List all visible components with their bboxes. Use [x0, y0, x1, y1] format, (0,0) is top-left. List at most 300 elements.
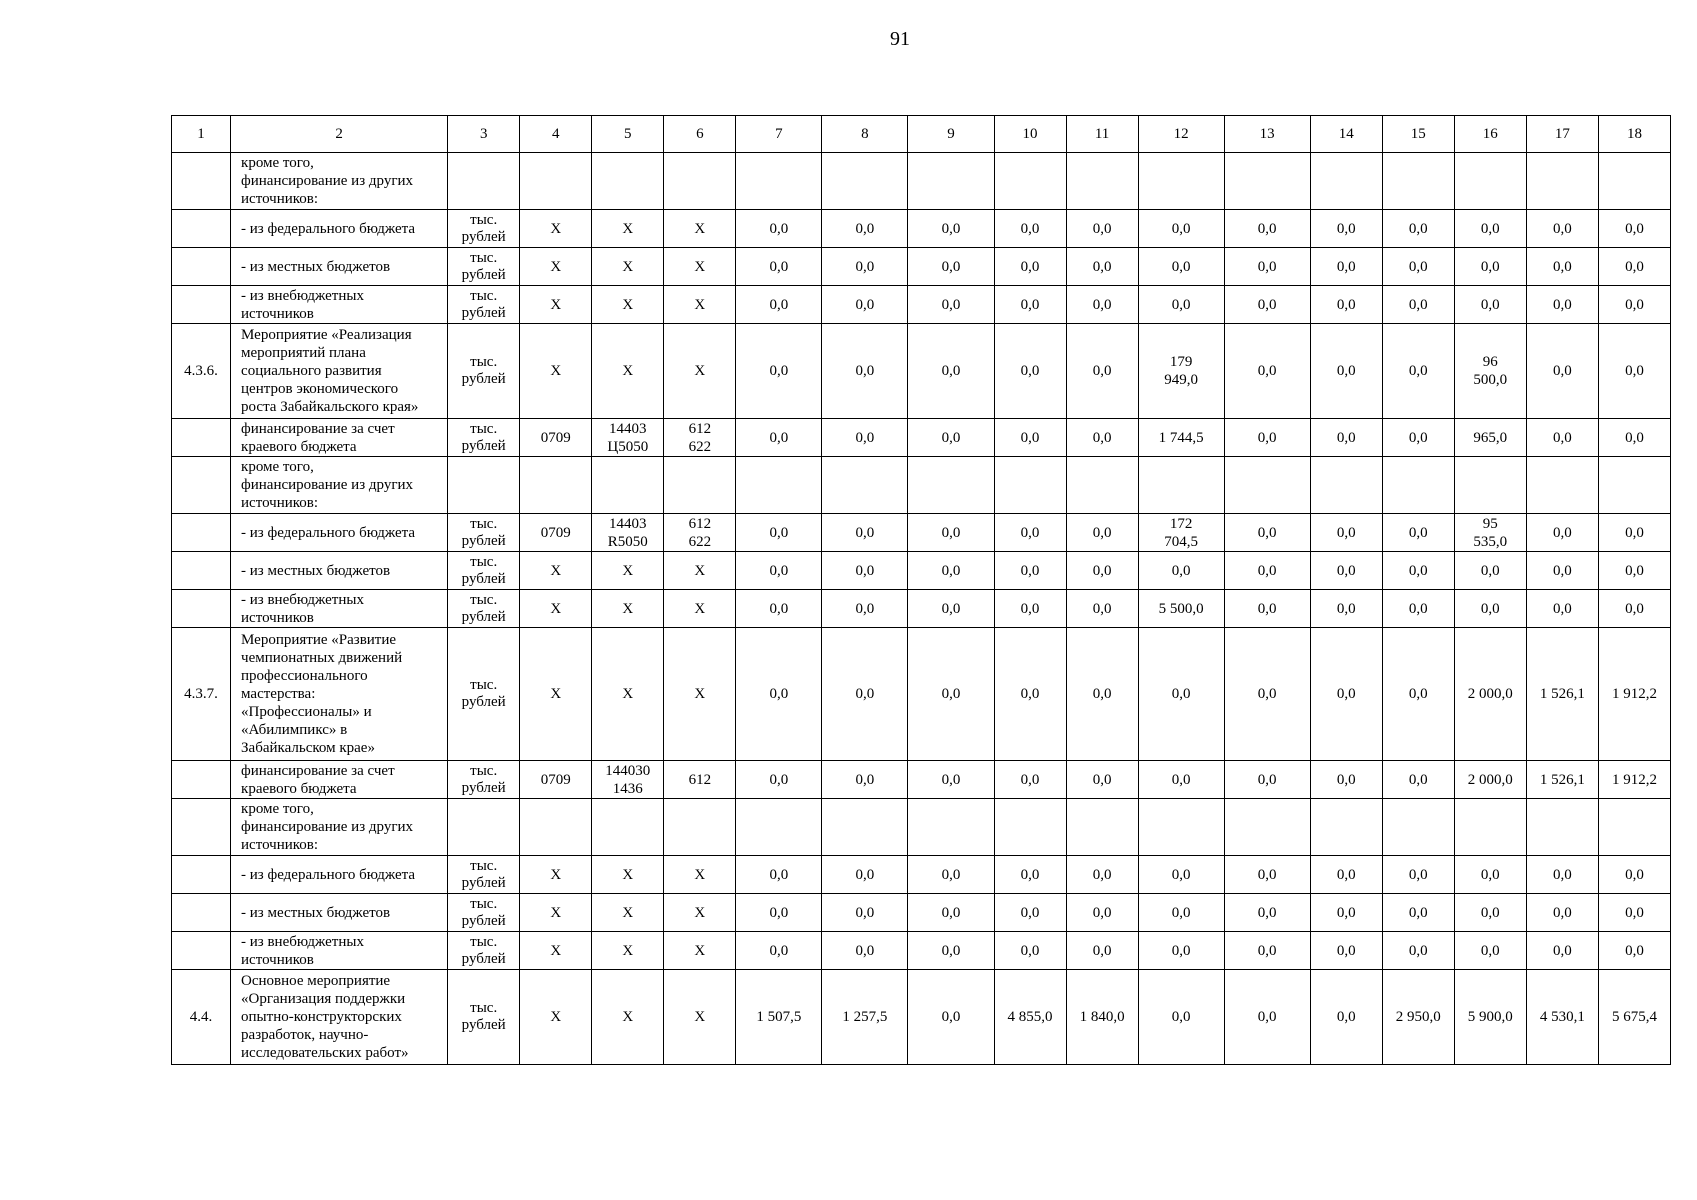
- table-cell: 0,0: [1138, 248, 1224, 286]
- table-cell: 0,0: [1066, 761, 1138, 799]
- table-cell: 0,0: [1224, 286, 1310, 324]
- table-cell: 0,0: [736, 628, 822, 761]
- table-cell: [520, 457, 592, 514]
- table-cell: 0,0: [1224, 856, 1310, 894]
- table-cell: 14403 R5050: [592, 514, 664, 552]
- table-cell: [1138, 799, 1224, 856]
- table-row: [172, 457, 1671, 514]
- table-cell: [172, 761, 231, 799]
- table-cell: 0,0: [1066, 552, 1138, 590]
- table-row: [172, 248, 1671, 286]
- table-cell: 0,0: [1066, 419, 1138, 457]
- table-cell: тыс. рублей: [448, 324, 520, 419]
- table-cell: [1382, 153, 1454, 210]
- table-cell: 1 912,2: [1598, 628, 1670, 761]
- table-cell: Мероприятие «Реализация мероприятий плана социального развития центров экономического роста Забайкальского края»: [231, 324, 448, 419]
- table-cell: [664, 153, 736, 210]
- table-cell: 0,0: [908, 210, 994, 248]
- table-cell: Х: [520, 248, 592, 286]
- table-cell: [822, 153, 908, 210]
- table-cell: [592, 457, 664, 514]
- table-cell: 4.3.6.: [172, 324, 231, 419]
- table-cell: 0,0: [994, 552, 1066, 590]
- table-cell: [994, 153, 1066, 210]
- table-cell: [1066, 153, 1138, 210]
- table-cell: 0,0: [1382, 286, 1454, 324]
- table-cell: 0,0: [1526, 552, 1598, 590]
- table-cell: 4 530,1: [1526, 970, 1598, 1065]
- table-cell: 0709: [520, 761, 592, 799]
- table-cell: 0,0: [1224, 590, 1310, 628]
- table-cell: 0,0: [1382, 761, 1454, 799]
- table-cell: 0,0: [1454, 590, 1526, 628]
- table-cell: 0,0: [1066, 514, 1138, 552]
- table-cell: Х: [664, 248, 736, 286]
- table-row: [172, 932, 1671, 970]
- table-cell: Х: [592, 552, 664, 590]
- table-cell: 1 744,5: [1138, 419, 1224, 457]
- table-cell: [822, 799, 908, 856]
- table-cell: [172, 590, 231, 628]
- table-cell: 612: [664, 761, 736, 799]
- table-cell: 0,0: [908, 628, 994, 761]
- table-cell: 0,0: [1598, 324, 1670, 419]
- table-cell: 0,0: [1454, 552, 1526, 590]
- table-cell: 0,0: [994, 286, 1066, 324]
- table-cell: 2 000,0: [1454, 628, 1526, 761]
- table-cell: Х: [592, 210, 664, 248]
- table-cell: 0,0: [822, 761, 908, 799]
- table-cell: 0,0: [1598, 419, 1670, 457]
- table-cell: 0,0: [1310, 552, 1382, 590]
- table-cell: [664, 457, 736, 514]
- table-cell: 0,0: [736, 856, 822, 894]
- table-cell: [172, 932, 231, 970]
- table-cell: 0,0: [1066, 324, 1138, 419]
- table-cell: [1454, 153, 1526, 210]
- table-cell: [1138, 153, 1224, 210]
- table-cell: 4.4.: [172, 970, 231, 1065]
- table-cell: 0,0: [1526, 856, 1598, 894]
- table-cell: [664, 799, 736, 856]
- page-number: 91: [890, 28, 910, 50]
- table-cell: [1526, 457, 1598, 514]
- table-cell: 0,0: [1310, 590, 1382, 628]
- table-cell: Х: [664, 894, 736, 932]
- budget-table: [171, 115, 1671, 1065]
- table-cell: [172, 457, 231, 514]
- table-cell: 0,0: [1138, 210, 1224, 248]
- table-cell: 0,0: [1598, 552, 1670, 590]
- column-header: 14: [1310, 116, 1382, 153]
- table-cell: Х: [664, 856, 736, 894]
- table-cell: [736, 153, 822, 210]
- table-cell: 0,0: [1138, 286, 1224, 324]
- table-cell: тыс. рублей: [448, 932, 520, 970]
- table-cell: 0,0: [1224, 894, 1310, 932]
- table-cell: 612 622: [664, 419, 736, 457]
- table-cell: 0,0: [994, 894, 1066, 932]
- table-cell: [592, 153, 664, 210]
- table-cell: Х: [592, 324, 664, 419]
- table-cell: тыс. рублей: [448, 514, 520, 552]
- table-cell: 0,0: [1310, 324, 1382, 419]
- table-cell: [592, 799, 664, 856]
- table-cell: Мероприятие «Развитие чемпионатных движений профессионального мастерства: «Профессионалы» и «Абилимпикс» в Забайкальском крае»: [231, 628, 448, 761]
- table-cell: 0,0: [1454, 210, 1526, 248]
- table-cell: 0,0: [1310, 286, 1382, 324]
- table-cell: 0,0: [1224, 419, 1310, 457]
- table-cell: 0,0: [1526, 419, 1598, 457]
- table-cell: Основное мероприятие «Организация поддержки опытно-конструкторских разработок, научно- исследовательских работ»: [231, 970, 448, 1065]
- table-row: [172, 552, 1671, 590]
- table-cell: 0,0: [1224, 932, 1310, 970]
- table-cell: 0,0: [1382, 552, 1454, 590]
- table-cell: 0,0: [1224, 970, 1310, 1065]
- table-cell: тыс. рублей: [448, 761, 520, 799]
- table-cell: 612 622: [664, 514, 736, 552]
- table-cell: - из местных бюджетов: [231, 248, 448, 286]
- table-cell: 0,0: [1138, 894, 1224, 932]
- table-row: [172, 894, 1671, 932]
- table-cell: 0,0: [908, 761, 994, 799]
- table-cell: [994, 457, 1066, 514]
- table-cell: 0,0: [908, 894, 994, 932]
- table-cell: - из внебюджетных источников: [231, 286, 448, 324]
- table-cell: 0,0: [1454, 932, 1526, 970]
- table-cell: [172, 552, 231, 590]
- table-cell: [448, 153, 520, 210]
- table-cell: Х: [664, 324, 736, 419]
- table-cell: - из местных бюджетов: [231, 894, 448, 932]
- table-cell: 0,0: [1382, 210, 1454, 248]
- table-cell: - из федерального бюджета: [231, 856, 448, 894]
- table-cell: тыс. рублей: [448, 894, 520, 932]
- table-cell: 0,0: [1310, 856, 1382, 894]
- table-cell: Х: [520, 552, 592, 590]
- table-cell: 5 675,4: [1598, 970, 1670, 1065]
- column-header: 6: [664, 116, 736, 153]
- table-cell: 0,0: [736, 286, 822, 324]
- table-cell: 2 950,0: [1382, 970, 1454, 1065]
- column-header: 7: [736, 116, 822, 153]
- table-cell: Х: [592, 286, 664, 324]
- table-cell: 0,0: [1526, 932, 1598, 970]
- table-cell: [1310, 153, 1382, 210]
- table-cell: 0,0: [1454, 856, 1526, 894]
- table-cell: [520, 153, 592, 210]
- table-cell: [172, 514, 231, 552]
- table-cell: 0,0: [1138, 552, 1224, 590]
- table-cell: Х: [520, 894, 592, 932]
- table-cell: 0,0: [1526, 514, 1598, 552]
- table-cell: 0,0: [1310, 210, 1382, 248]
- column-header: 15: [1382, 116, 1454, 153]
- table-cell: 0,0: [908, 286, 994, 324]
- table-body: [172, 116, 1671, 1065]
- table-cell: 0,0: [994, 210, 1066, 248]
- table-cell: 0,0: [1224, 761, 1310, 799]
- table-cell: 0,0: [822, 552, 908, 590]
- column-header: 17: [1526, 116, 1598, 153]
- table-cell: 14403 Ц5050: [592, 419, 664, 457]
- table-cell: [1382, 457, 1454, 514]
- table-cell: 0,0: [822, 894, 908, 932]
- table-cell: [172, 153, 231, 210]
- table-cell: 0,0: [822, 286, 908, 324]
- table-cell: 0,0: [1382, 856, 1454, 894]
- table-cell: 1 257,5: [822, 970, 908, 1065]
- table-cell: [172, 286, 231, 324]
- table-cell: 0,0: [1224, 324, 1310, 419]
- table-cell: 0,0: [908, 970, 994, 1065]
- table-cell: 0,0: [1382, 324, 1454, 419]
- table-cell: Х: [520, 286, 592, 324]
- table-cell: 0,0: [736, 419, 822, 457]
- table-cell: 0,0: [1382, 248, 1454, 286]
- table-cell: Х: [520, 856, 592, 894]
- table-cell: 5 500,0: [1138, 590, 1224, 628]
- table-cell: 0,0: [1454, 248, 1526, 286]
- table-cell: 0,0: [1598, 286, 1670, 324]
- table-cell: 0,0: [822, 590, 908, 628]
- table-cell: 5 900,0: [1454, 970, 1526, 1065]
- table-cell: 0,0: [1138, 628, 1224, 761]
- table-cell: 0,0: [1598, 894, 1670, 932]
- table-cell: тыс. рублей: [448, 210, 520, 248]
- table-cell: 0,0: [1310, 932, 1382, 970]
- table-cell: 0,0: [994, 248, 1066, 286]
- table-cell: 0,0: [1598, 856, 1670, 894]
- table-cell: тыс. рублей: [448, 856, 520, 894]
- table-cell: [1526, 799, 1598, 856]
- table-cell: 0,0: [994, 590, 1066, 628]
- table-cell: 0,0: [1382, 894, 1454, 932]
- table-cell: 1 526,1: [1526, 761, 1598, 799]
- table-cell: 0,0: [1224, 628, 1310, 761]
- table-cell: [448, 457, 520, 514]
- table-cell: [172, 799, 231, 856]
- table-cell: 0,0: [1598, 932, 1670, 970]
- table-cell: [1224, 153, 1310, 210]
- table-cell: 0,0: [1066, 856, 1138, 894]
- column-header: 13: [1224, 116, 1310, 153]
- column-header: 4: [520, 116, 592, 153]
- table-cell: - из внебюджетных источников: [231, 590, 448, 628]
- table-cell: Х: [520, 628, 592, 761]
- table-cell: 0,0: [994, 324, 1066, 419]
- table-cell: [1598, 153, 1670, 210]
- table-cell: 0,0: [908, 419, 994, 457]
- column-header: 8: [822, 116, 908, 153]
- table-cell: 0,0: [1138, 856, 1224, 894]
- table-cell: Х: [664, 932, 736, 970]
- table-cell: тыс. рублей: [448, 419, 520, 457]
- table-cell: 0,0: [1382, 419, 1454, 457]
- table-cell: 0,0: [1224, 552, 1310, 590]
- table-cell: [1310, 457, 1382, 514]
- table-cell: кроме того, финансирование из других источников:: [231, 153, 448, 210]
- table-cell: 0,0: [822, 514, 908, 552]
- table-cell: 0,0: [1526, 324, 1598, 419]
- table-row: [172, 761, 1671, 799]
- table-cell: кроме того, финансирование из других источников:: [231, 799, 448, 856]
- table-cell: 0,0: [736, 932, 822, 970]
- table-cell: 0,0: [908, 552, 994, 590]
- table-cell: - из местных бюджетов: [231, 552, 448, 590]
- table-cell: 0,0: [1066, 932, 1138, 970]
- table-cell: [448, 799, 520, 856]
- table-cell: 0,0: [1526, 248, 1598, 286]
- table-cell: тыс. рублей: [448, 590, 520, 628]
- header-row: [172, 116, 1671, 153]
- table-cell: Х: [592, 590, 664, 628]
- table-cell: 0,0: [1066, 286, 1138, 324]
- table-cell: Х: [664, 970, 736, 1065]
- table-cell: 0,0: [908, 514, 994, 552]
- table-cell: 965,0: [1454, 419, 1526, 457]
- table-row: [172, 628, 1671, 761]
- table-cell: 0,0: [994, 419, 1066, 457]
- table-cell: - из федерального бюджета: [231, 514, 448, 552]
- table-row: [172, 210, 1671, 248]
- table-cell: 0,0: [736, 552, 822, 590]
- table-cell: Х: [592, 248, 664, 286]
- table-cell: 179 949,0: [1138, 324, 1224, 419]
- table-cell: 0,0: [822, 628, 908, 761]
- table-cell: Х: [520, 970, 592, 1065]
- table-cell: 0,0: [1382, 932, 1454, 970]
- table-cell: Х: [664, 286, 736, 324]
- table-cell: 0,0: [908, 590, 994, 628]
- table-cell: [520, 799, 592, 856]
- table-cell: финансирование за счет краевого бюджета: [231, 419, 448, 457]
- table-cell: 0,0: [908, 324, 994, 419]
- column-header: 12: [1138, 116, 1224, 153]
- table-cell: [172, 210, 231, 248]
- table-cell: 0,0: [1310, 514, 1382, 552]
- table-cell: Х: [520, 932, 592, 970]
- table-cell: [172, 419, 231, 457]
- column-header: 10: [994, 116, 1066, 153]
- table-row: [172, 514, 1671, 552]
- table-cell: Х: [592, 932, 664, 970]
- table-cell: 0,0: [1310, 970, 1382, 1065]
- table-cell: Х: [664, 628, 736, 761]
- table-cell: [1224, 457, 1310, 514]
- table-cell: 0,0: [1310, 628, 1382, 761]
- table-cell: 0,0: [1310, 894, 1382, 932]
- table-cell: [1310, 799, 1382, 856]
- table-cell: 0,0: [1454, 286, 1526, 324]
- table-cell: [172, 894, 231, 932]
- table-cell: 0,0: [908, 932, 994, 970]
- table-cell: [994, 799, 1066, 856]
- table-row: [172, 590, 1671, 628]
- table-cell: 0,0: [1310, 761, 1382, 799]
- column-header: 5: [592, 116, 664, 153]
- table-cell: 0,0: [822, 856, 908, 894]
- table-cell: 2 000,0: [1454, 761, 1526, 799]
- table-cell: 0,0: [1454, 894, 1526, 932]
- table-row: [172, 799, 1671, 856]
- table-cell: 0,0: [736, 761, 822, 799]
- table-cell: 0,0: [736, 894, 822, 932]
- table-cell: 0,0: [1138, 761, 1224, 799]
- table-cell: [1066, 457, 1138, 514]
- table-cell: 4 855,0: [994, 970, 1066, 1065]
- table-cell: [822, 457, 908, 514]
- table-cell: тыс. рублей: [448, 286, 520, 324]
- table-cell: 0709: [520, 419, 592, 457]
- table-cell: 4.3.7.: [172, 628, 231, 761]
- table-cell: 0,0: [1066, 590, 1138, 628]
- table-row: [172, 856, 1671, 894]
- table-cell: [1598, 799, 1670, 856]
- table-cell: 0,0: [736, 590, 822, 628]
- table-cell: [1454, 799, 1526, 856]
- column-header: 3: [448, 116, 520, 153]
- table-cell: 0,0: [994, 628, 1066, 761]
- table-cell: 0,0: [1598, 248, 1670, 286]
- column-header: 1: [172, 116, 231, 153]
- table-cell: 0,0: [822, 248, 908, 286]
- table-cell: 0,0: [1526, 286, 1598, 324]
- table-cell: Х: [592, 856, 664, 894]
- table-cell: 172 704,5: [1138, 514, 1224, 552]
- table-cell: Х: [520, 210, 592, 248]
- table-cell: тыс. рублей: [448, 970, 520, 1065]
- column-header: 16: [1454, 116, 1526, 153]
- table-cell: 0,0: [1598, 210, 1670, 248]
- table-cell: Х: [664, 552, 736, 590]
- column-header: 11: [1066, 116, 1138, 153]
- table-row: [172, 419, 1671, 457]
- table-cell: 0709: [520, 514, 592, 552]
- table-cell: 0,0: [1526, 894, 1598, 932]
- table-cell: 1 507,5: [736, 970, 822, 1065]
- table-cell: 0,0: [1224, 248, 1310, 286]
- table-cell: Х: [520, 590, 592, 628]
- table-row: [172, 970, 1671, 1065]
- table-cell: Х: [592, 970, 664, 1065]
- table-cell: [1526, 153, 1598, 210]
- table-cell: 0,0: [994, 761, 1066, 799]
- table-cell: 0,0: [1382, 590, 1454, 628]
- table-cell: финансирование за счет краевого бюджета: [231, 761, 448, 799]
- table-cell: 0,0: [908, 856, 994, 894]
- table-cell: - из внебюджетных источников: [231, 932, 448, 970]
- table-cell: 0,0: [736, 514, 822, 552]
- table-cell: [736, 799, 822, 856]
- table-cell: 0,0: [736, 324, 822, 419]
- table-cell: 1 912,2: [1598, 761, 1670, 799]
- table-cell: 0,0: [736, 210, 822, 248]
- table-cell: тыс. рублей: [448, 248, 520, 286]
- table-cell: [1382, 799, 1454, 856]
- table-cell: [1598, 457, 1670, 514]
- table-cell: [1224, 799, 1310, 856]
- table-cell: [908, 153, 994, 210]
- table-cell: [908, 799, 994, 856]
- table-cell: 0,0: [822, 324, 908, 419]
- table-cell: 0,0: [1224, 514, 1310, 552]
- table-row: [172, 153, 1671, 210]
- table-cell: 0,0: [1138, 932, 1224, 970]
- table-cell: 0,0: [822, 419, 908, 457]
- table-cell: 0,0: [1598, 590, 1670, 628]
- table-cell: 0,0: [1066, 248, 1138, 286]
